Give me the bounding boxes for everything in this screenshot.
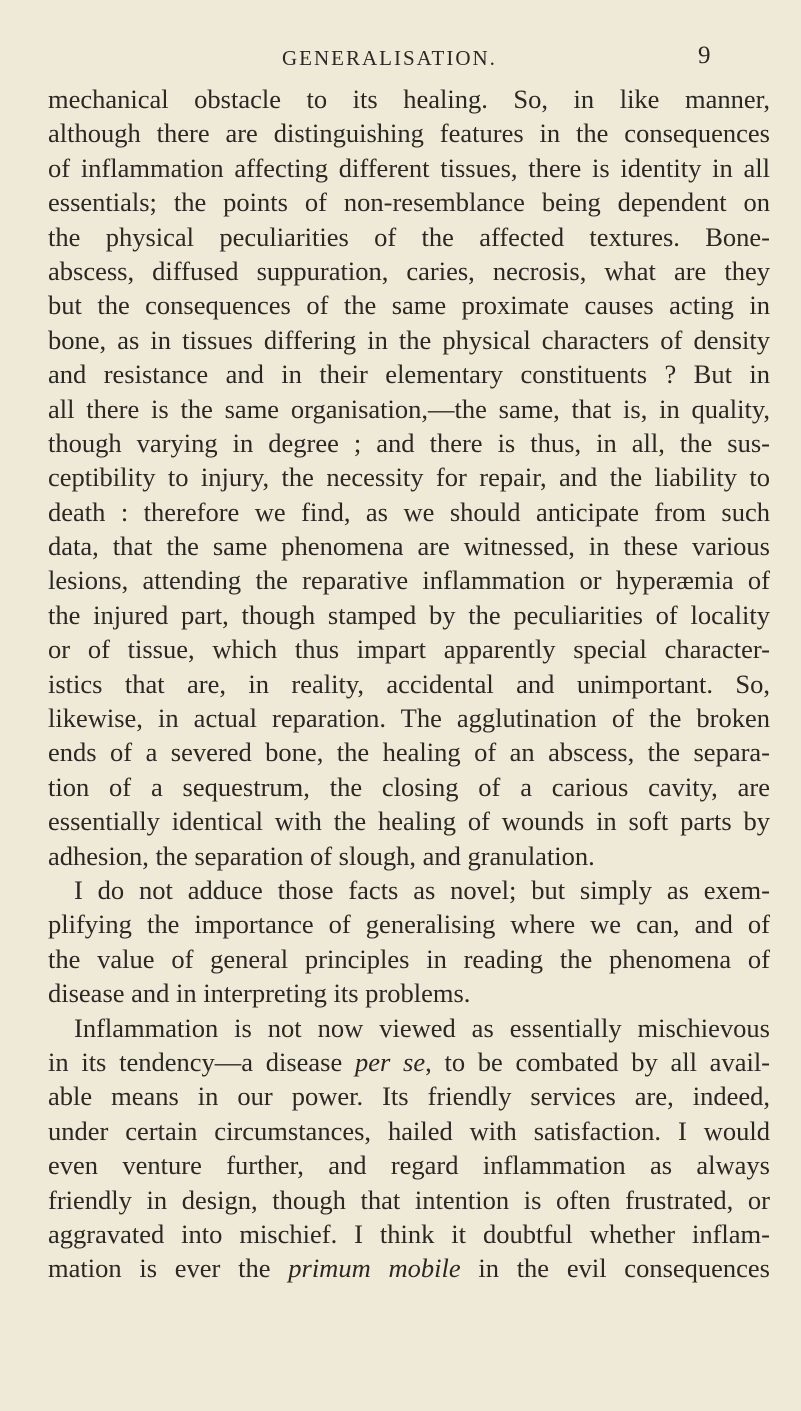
text-line: all there is the same organisation,—the same, that is, in quality, [48, 393, 770, 424]
text-line: I do not adduce those facts as novel; but simply as exem- [74, 874, 770, 905]
italic-phrase: per se [354, 1046, 426, 1077]
text-line: or of tissue, which thus impart apparently special character- [48, 634, 770, 665]
text-line [48, 1251, 770, 1285]
text-line: ends of a severed bone, the healing of an abscess, the separa- [48, 737, 770, 768]
text-line: istics that are, in reality, accidental and unimportant. So, [48, 668, 770, 699]
text-line: adhesion, the separation of slough, and granulation. [48, 840, 595, 871]
text-line: death : therefore we find, as we should anticipate from such [48, 496, 770, 527]
text-line: friendly in design, though that intention is often frustrated, or [48, 1184, 770, 1215]
text-line: plifying the importance of generalising where we can, and of [48, 909, 770, 940]
text-line: data, that the same phenomena are witnessed, in these various [48, 531, 770, 562]
text-line: mechanical obstacle to its healing. So, in like manner, [48, 84, 770, 114]
text-line: even venture further, and regard inflammation as always [48, 1150, 770, 1181]
body-text [48, 82, 770, 1286]
text-line: bone, as in tissues differing in the physical characters of density [48, 324, 770, 355]
text-line: the value of general principles in reading the phenomena of [48, 943, 770, 974]
text-line: though varying in degree ; and there is thus, in all, the sus- [48, 427, 770, 458]
text-line: essentials; the points of non-resemblance being dependent on [48, 187, 770, 218]
text-line: able means in our power. Its friendly services are, indeed, [48, 1081, 770, 1112]
text-line: Inflammation is not now viewed as essentially mischievous [74, 1012, 770, 1043]
text-line: tion of a sequestrum, the closing of a carious cavity, are [48, 771, 770, 802]
running-head-title: GENERALISATION. [282, 46, 497, 70]
italic-phrase: primum mobile [288, 1253, 461, 1284]
text-segment: , to be combated by all avail- [425, 1046, 771, 1077]
running-head [0, 40, 801, 70]
text-line: the physical peculiarities of the affected textures. Bone- [48, 221, 770, 252]
text-line: although there are distinguishing features in the consequences [48, 118, 770, 149]
text-line: likewise, in actual reparation. The agglutination of the broken [48, 703, 770, 734]
text-line [48, 1045, 770, 1079]
text-segment: in its tendency—a disease [48, 1046, 343, 1077]
text-line: essentially identical with the healing of wounds in soft parts by [48, 806, 770, 837]
text-line: abscess, diffused suppuration, caries, necrosis, what are they [48, 255, 770, 286]
text-line: the injured part, though stamped by the peculiarities of locality [48, 599, 770, 630]
text-line: lesions, attending the reparative inflammation or hyperæmia of [48, 565, 770, 596]
text-line: and resistance and in their elementary constituents ? But in [48, 359, 770, 390]
text-line: ceptibility to injury, the necessity for repair, and the liability to [48, 462, 770, 493]
text-segment: mation is ever the [48, 1253, 271, 1284]
text-line: under certain circumstances, hailed with satisfaction. I would [48, 1115, 770, 1146]
text-segment: in the evil consequences [478, 1253, 770, 1284]
text-line: but the consequences of the same proximate causes acting in [48, 290, 770, 321]
text-line: of inflammation affecting different tissues, there is identity in all [48, 152, 770, 183]
text-line: aggravated into mischief. I think it doubtful whether inflam- [48, 1218, 770, 1249]
text-line: disease and in interpreting its problems. [48, 978, 471, 1009]
page-number: 9 [698, 42, 711, 69]
